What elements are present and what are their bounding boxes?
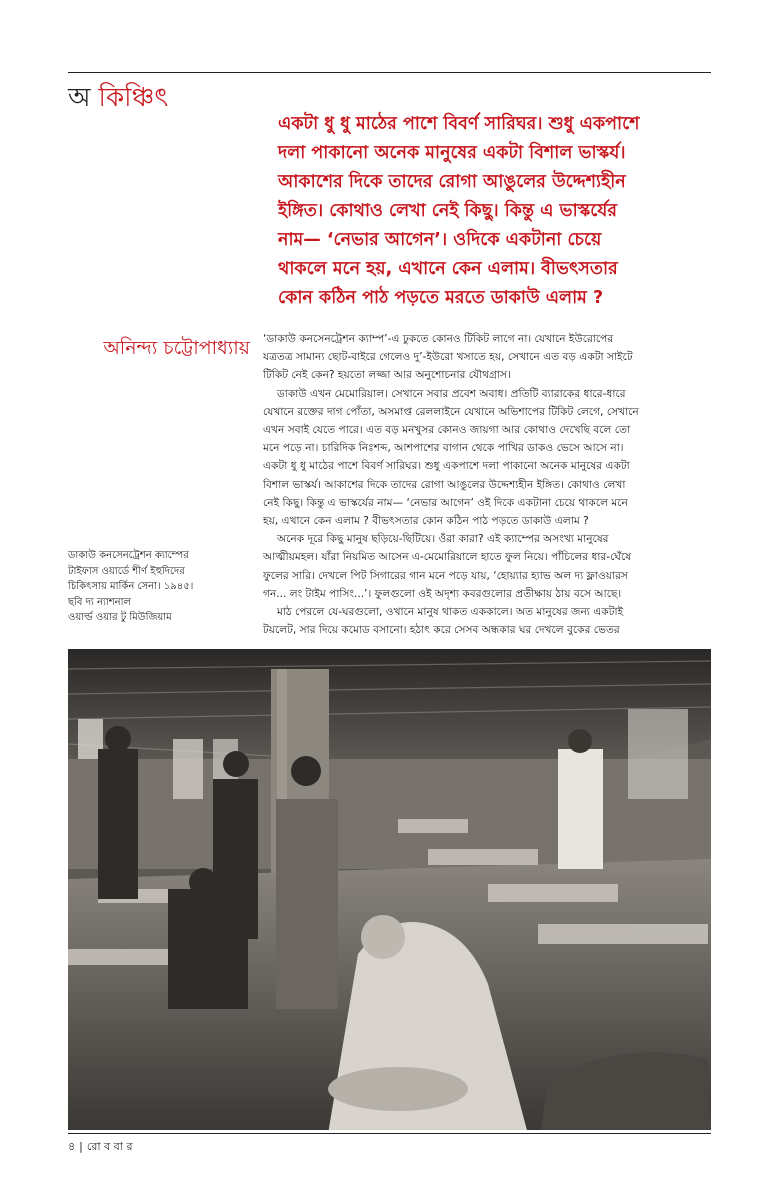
- body-line: গন... লং টাইম পাসিং...’। ফুলগুলো ওই অদৃশ্য কবরগুলোর প্রতীক্ষায় ঠায় বসে আছে।: [263, 587, 622, 600]
- body-line: যত্রতত্র সামান্য ছোট-বাইরে গেলেও দু’-ইউরো খসাতে হয়, সেখানে এত বড় একটা সাইটে: [263, 351, 633, 364]
- caption-line: ডাকাউ কনসেনট্রেশন ক্যাম্পের: [68, 550, 189, 561]
- footer-separator: |: [79, 1140, 83, 1153]
- body-line: মনে পড়ে না। চারিদিক নিঃশব্দ, আশপাশের বাগান থেকে পাখির ডাকও ভেসে আসে না।: [263, 442, 624, 455]
- caption-line: টাইফাস ওয়ার্ডে শীর্ণ ইহুদিদের: [68, 565, 185, 577]
- body-line: ডাকাউ এখন মেমোরিয়াল। সেখানে সবার প্রবেশ অবাধ। প্রতিটি ব্যারাকের ধারে-ধারে: [277, 387, 626, 400]
- section-prefix: অ: [68, 83, 91, 113]
- caption-line: ছবি দ্য ন্যাশনাল: [68, 596, 132, 608]
- section-heading: [68, 80, 168, 116]
- page-number: ৪: [68, 1140, 76, 1153]
- typhus-ward-photo: [68, 649, 711, 1130]
- pull-quote: [278, 110, 718, 313]
- body-line: ‘ডাকাউ কনসেনট্রেশন ক্যাম্প’-এ ঢুকতে কোনও টিকিট লাগে না। যেখানে ইউরোপের: [263, 333, 614, 345]
- body-line: আত্মীয়মহল। যাঁরা নিয়মিত আসেন এ-মেমোরিয়ালে হাতে ফুল নিয়ে। পাঁচিলের ধার-ঘেঁষে: [263, 551, 632, 564]
- caption-line: চিকিৎসায় মার্কিন সেনা। ১৯৪৫।: [68, 581, 194, 592]
- body-line: অনেক দূরে কিছু মানুষ ছড়িয়ে-ছিটিয়ে। ওঁরা কারা? এই ক্যাম্পের অসংখ্য মানুষের: [277, 533, 609, 546]
- body-line: বিশাল ভাস্কর্য। আকাশের দিকে তাদের রোগা আঙুলের উদ্দেশ্যহীন ইঙ্গিত। কোথাও লেখা: [263, 478, 626, 491]
- photo-caption: [68, 548, 248, 626]
- body-line: মাঠ পেরলে যে-ঘরগুলো, ওখানে মানুষ থাকত এককালে। অত মানুষের জন্য একটাই: [277, 606, 624, 619]
- body-line: টিকিট নেই কেন? হয়তো লজ্জা আর অনুশোচনার যৌথগ্রাস।: [263, 369, 511, 382]
- section-name: কিঞ্চিৎ: [98, 83, 169, 113]
- caption-line: ওয়ার্ল্ড ওয়ার টু মিউজিয়াম: [68, 612, 172, 623]
- article-body: [263, 330, 713, 639]
- magazine-name: রো ব বা র: [86, 1140, 133, 1153]
- body-line: নেই কিছু। কিন্তু এ ভাস্কর্যের নাম— ‘নেভার আগেন’ ওই দিকে একটানা চেয়ে থাকলে মনে: [263, 496, 628, 509]
- author-byline: অনিন্দ্য চট্টোপাধ্যায়: [103, 337, 250, 359]
- body-line: ফুলের সারি। দেখলে পিট সিগারের গান মনে পড়ে যায়, ‘হোয়্যার হ্যাভ অল দ্য ফ্লাওয়ারস: [263, 569, 628, 582]
- top-rule: [68, 72, 711, 73]
- pull-quote-line: কোন কঠিন পাঠ পড়তে মরতে ডাকাউ এলাম ?: [278, 288, 604, 308]
- pull-quote-line: আকাশের দিকে তাদের রোগা আঙুলের উদ্দেশ্যহীন: [278, 172, 626, 192]
- body-line: একটা ধু ধু মাঠের পাশে বিবর্ণ সারিঘর। শুধু একপাশে দলা পাকানো অনেক মানুষের একটা: [263, 460, 630, 473]
- body-line: হয়, এখানে কেন এলাম ? বীভৎসতার কোন কঠিন পাঠ পড়তে ডাকাউ এলাম ?: [263, 515, 589, 528]
- body-line: এখন সবাই যেতে পারে। এত বড় মনখুসর কোনও জায়গা আর কোথাও দেখেছি বলে তো: [263, 424, 631, 437]
- body-line: টয়লেট, সার দিয়ে কমোড বসানো। হঠাৎ করে সেসব অন্ধকার ঘর দেখলে বুকের ভেতর: [263, 624, 620, 637]
- pull-quote-line: দলা পাকানো অনেক মানুষের একটা বিশাল ভাস্কর্য।: [278, 143, 626, 163]
- bottom-rule: [68, 1133, 711, 1134]
- photo-illustration: [68, 649, 711, 1130]
- pull-quote-line: নাম— ‘নেভার আগেন’। ওদিকে একটানা চেয়ে: [278, 230, 602, 250]
- page-footer: [68, 1138, 133, 1157]
- pull-quote-line: ইঙ্গিত। কোথাও লেখা নেই কিছু। কিন্তু এ ভাস্কর্যের: [278, 201, 618, 221]
- pull-quote-line: থাকলে মনে হয়, এখানে কেন এলাম। বীভৎসতার: [278, 259, 618, 279]
- body-line: যেখানে রক্তের দাগ পোঁতা, অসমাপ্ত রেললাইনে যেখানে অভিশাপের টিকিট লেগে, সেখানে: [263, 405, 639, 418]
- pull-quote-line: একটা ধু ধু মাঠের পাশে বিবর্ণ সারিঘর। শুধু একপাশে: [278, 114, 640, 134]
